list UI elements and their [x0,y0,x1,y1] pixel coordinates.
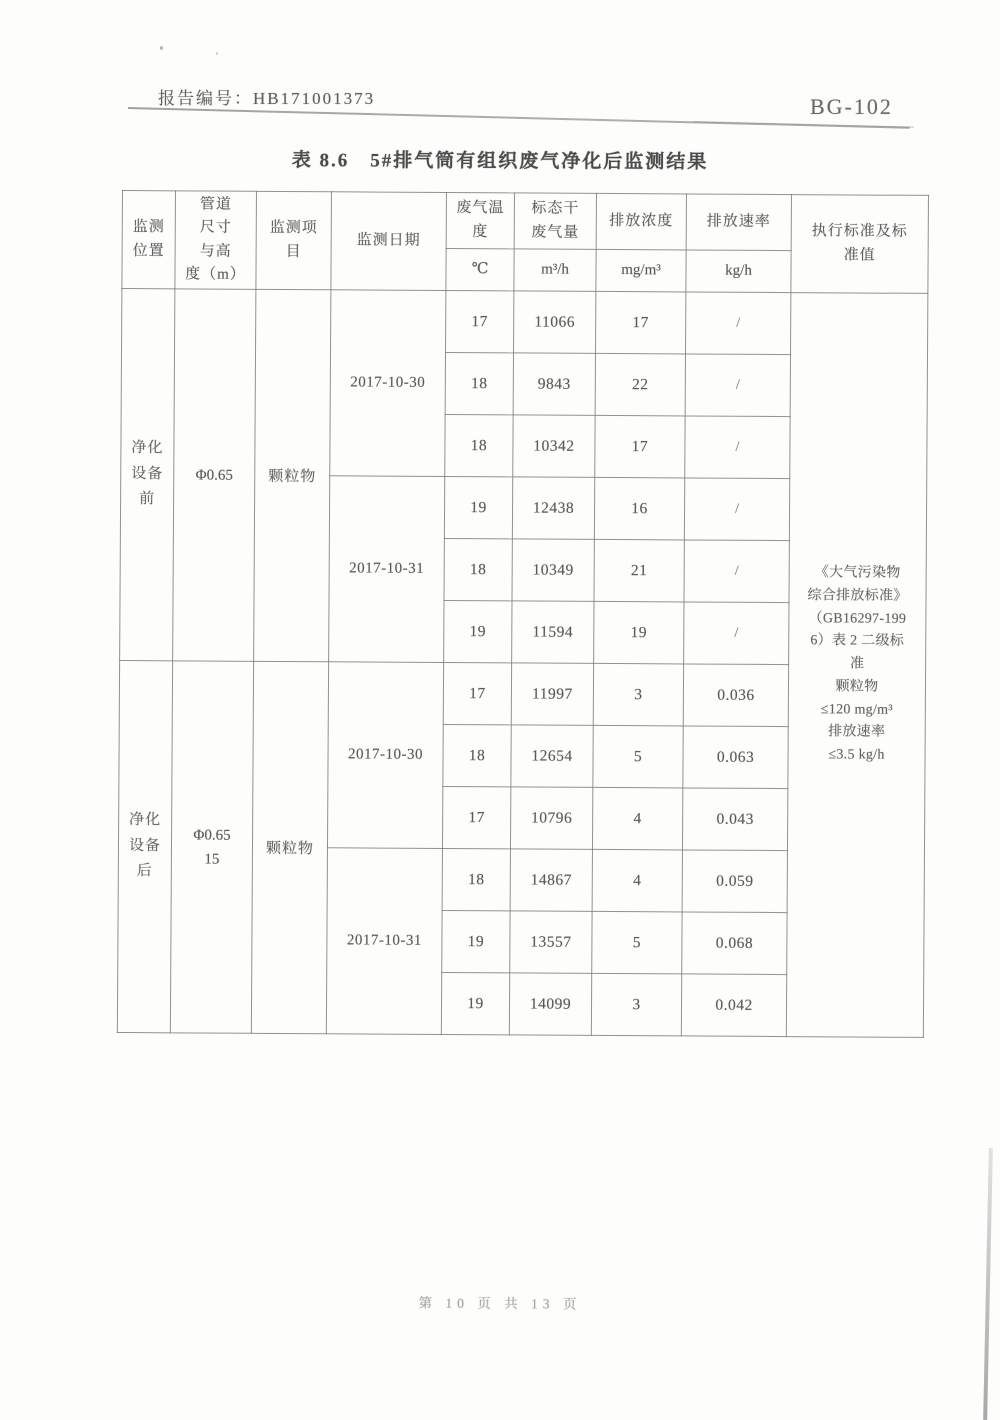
scan-speck [216,52,218,55]
date-cell: 2017-10-30 [327,662,443,849]
rate-cell: / [686,292,791,355]
header-rate: 排放速率 [686,194,791,251]
standard-cell: 《大气污染物 综合排放标准》 （GB16297-199 6）表 2 二级标 准 颗粒物 ≤120 mg/m³ 排放速率 ≤3.5 kg/h [786,293,928,1038]
flow-cell: 12438 [512,477,594,539]
unit-temp: ℃ [446,248,514,290]
flow-cell: 10342 [513,415,595,477]
temp-cell: 17 [443,662,511,724]
rate-cell: 0.036 [683,664,788,727]
header-standard: 执行标准及标 准值 [791,195,929,294]
header-concentration: 排放浓度 [596,193,686,250]
header-date: 监测日期 [331,192,447,291]
header-pipe-size: 管道 尺寸 与高 度（m） [175,191,257,289]
date-cell: 2017-10-31 [329,476,445,663]
temp-cell: 18 [442,848,510,910]
location-cell: 净化 设备 后 [117,660,172,1032]
monitoring-results-table [117,190,929,1038]
flow-cell: 14867 [510,849,592,911]
flow-cell: 10349 [512,539,594,601]
temp-cell: 19 [444,600,512,662]
report-number: 报告编号：HB171001373 [158,89,376,108]
flow-cell: 10796 [510,787,592,849]
rate-cell: 0.043 [682,788,787,851]
conc-cell: 19 [594,601,684,664]
header-location: 监测 位置 [122,191,176,289]
flow-cell: 11997 [511,663,593,725]
unit-flow: m³/h [514,249,596,292]
doc-code: BG-102 [810,94,893,119]
conc-cell: 17 [596,291,686,354]
item-cell: 颗粒物 [251,661,328,1033]
conc-cell: 3 [593,663,683,726]
header-rule [128,107,910,129]
temp-cell: 17 [442,786,510,848]
pipe-cell: Φ0.65 [173,289,256,661]
header-rule-secondary [694,121,914,128]
conc-cell: 16 [594,477,684,540]
rate-cell: / [684,602,789,665]
flow-cell: 11066 [514,291,596,353]
conc-cell: 5 [592,911,682,974]
rate-cell: 0.042 [681,974,786,1037]
header-flow: 标态干 废气量 [514,193,596,249]
header-temp: 废气温 度 [446,192,514,248]
conc-cell: 21 [594,539,684,602]
conc-cell: 5 [593,725,683,788]
table-title: 表 8.6 5#排气筒有组织废气净化后监测结果 [291,150,709,173]
conc-cell: 17 [595,415,685,478]
rate-cell: / [684,540,789,603]
flow-cell: 11594 [512,601,594,663]
temp-cell: 17 [446,290,514,352]
unit-concentration: mg/m³ [596,249,686,292]
conc-cell: 3 [591,973,681,1036]
header-item: 监测项 目 [256,191,332,289]
pipe-cell: Φ0.65 15 [170,661,253,1033]
flow-cell: 13557 [510,911,592,973]
conc-cell: 22 [595,353,685,416]
rate-cell: / [684,478,789,541]
rate-cell: 0.068 [682,912,787,975]
location-cell: 净化 设备 前 [120,289,175,661]
temp-cell: 18 [445,414,513,476]
temp-cell: 19 [441,972,509,1034]
unit-rate: kg/h [686,250,791,293]
temp-cell: 18 [443,724,511,786]
rate-cell: 0.059 [682,850,787,913]
scan-edge-artifact [983,1148,993,1420]
item-cell: 颗粒物 [254,289,331,661]
rate-cell: / [685,416,790,479]
temp-cell: 19 [444,476,512,538]
date-cell: 2017-10-31 [326,848,442,1035]
flow-cell: 14099 [509,973,591,1035]
flow-cell: 12654 [511,725,593,787]
rate-cell: 0.063 [683,726,788,789]
conc-cell: 4 [592,849,682,912]
conc-cell: 4 [592,787,682,850]
temp-cell: 18 [444,538,512,600]
table-row [122,289,928,356]
temp-cell: 18 [445,352,513,414]
date-cell: 2017-10-30 [330,290,446,477]
page-footer: 第 10 页 共 13 页 [418,1295,582,1312]
scan-speck [160,46,163,50]
flow-cell: 9843 [513,353,595,415]
rate-cell: / [685,354,790,417]
temp-cell: 19 [442,910,510,972]
